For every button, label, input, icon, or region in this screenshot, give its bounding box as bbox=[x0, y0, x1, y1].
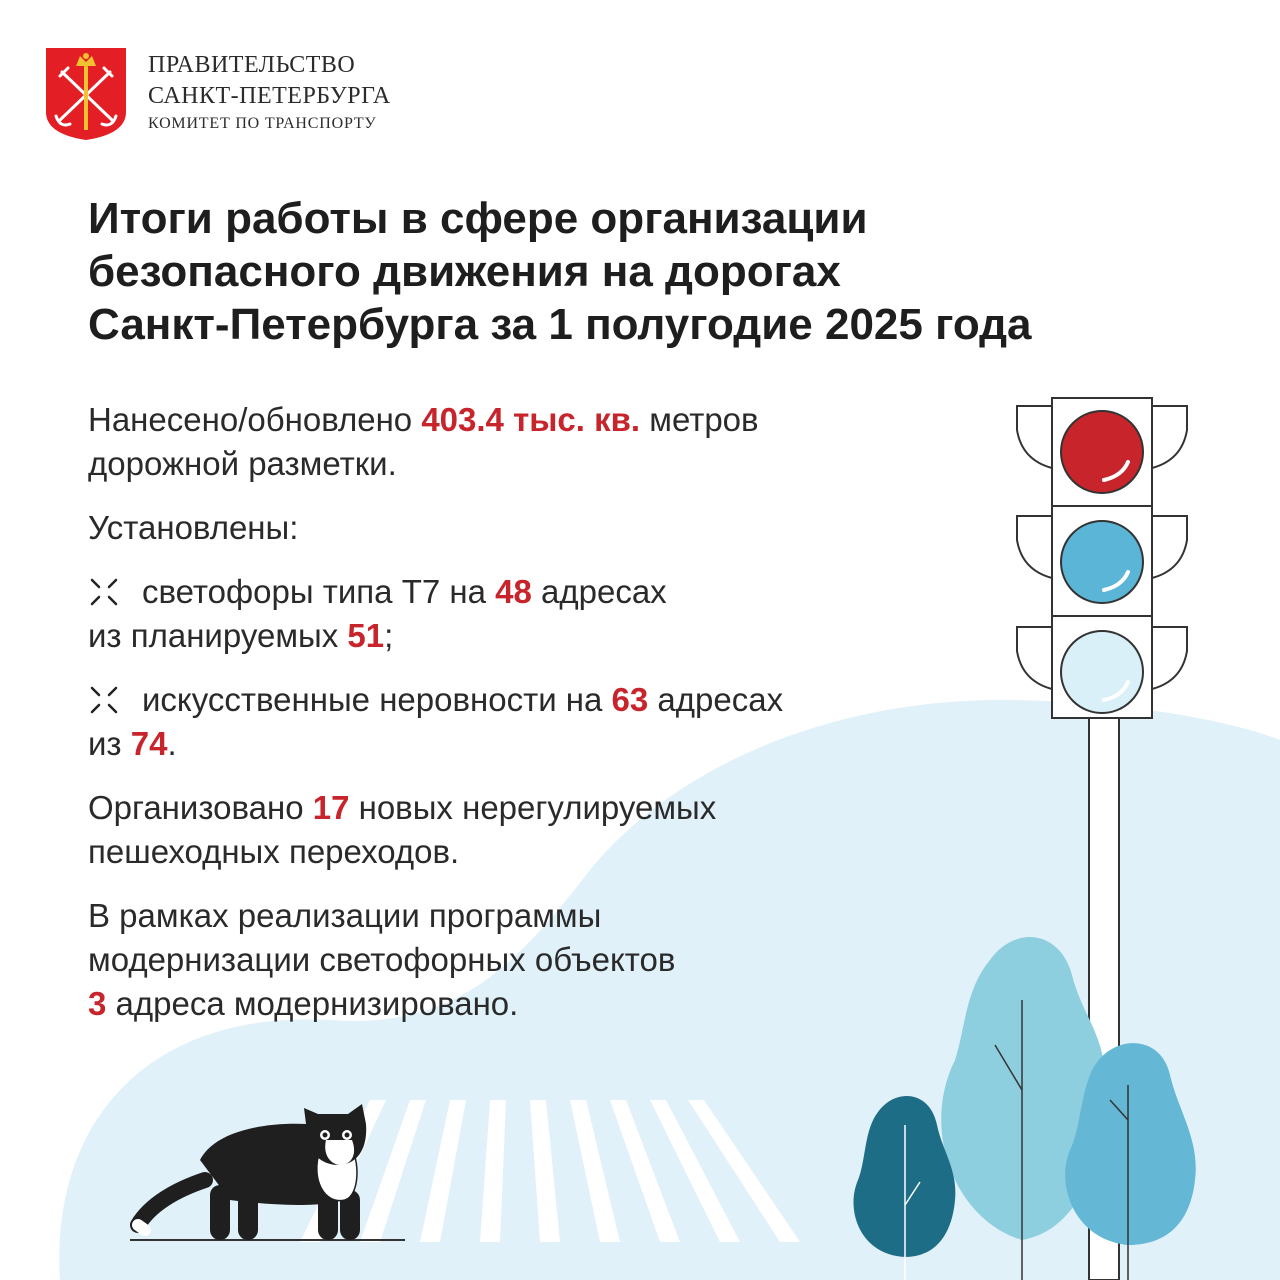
crosshair-bullet-icon bbox=[88, 684, 120, 716]
bullet-traffic-lights bbox=[88, 570, 948, 658]
modernization-value: 3 bbox=[88, 985, 107, 1022]
organization-name bbox=[148, 50, 391, 133]
bullet2-text4: . bbox=[167, 725, 177, 762]
org-line3: КОМИТЕТ ПО ТРАНСПОРТУ bbox=[148, 115, 377, 132]
traffic-light bbox=[1017, 398, 1187, 718]
bullet2-value1: 63 bbox=[611, 681, 649, 718]
bullet1-text3: из планируемых bbox=[88, 617, 348, 654]
bullet1-text1: светофоры типа Т7 на bbox=[142, 573, 496, 610]
coat-of-arms-icon bbox=[44, 46, 128, 142]
red-signal-light bbox=[1061, 411, 1143, 493]
marking-suffix: метров bbox=[640, 401, 759, 438]
crossings-suffix: новых нерегулируемых bbox=[349, 789, 717, 826]
marking-value: 403.4 тыс. кв. bbox=[421, 401, 641, 438]
crossings-value: 17 bbox=[312, 789, 350, 826]
crossings-prefix: Организовано bbox=[88, 789, 313, 826]
crosshair-bullet-icon bbox=[88, 576, 120, 608]
title-line2: безопасного движения на дорогах bbox=[88, 247, 841, 296]
crossings-line2: пешеходных переходов. bbox=[88, 833, 460, 870]
bullet1-value1: 48 bbox=[495, 573, 532, 610]
page-title bbox=[88, 192, 1188, 351]
modernization-suffix: адреса модернизировано. bbox=[106, 985, 519, 1022]
bullet2-value2: 74 bbox=[130, 725, 168, 762]
light-blue-signal-light bbox=[1061, 631, 1143, 713]
content bbox=[88, 398, 948, 1026]
org-line2: САНКТ-ПЕТЕРБУРГА bbox=[148, 83, 391, 109]
bullet1-text2: адресах bbox=[531, 573, 667, 610]
title-line1: Итоги работы в сфере организации bbox=[88, 194, 868, 243]
title-line3: Санкт-Петербурга за 1 полугодие 2025 года bbox=[88, 300, 1032, 349]
marking-paragraph bbox=[88, 398, 948, 486]
org-line1: ПРАВИТЕЛЬСТВО bbox=[148, 52, 356, 78]
bullet-speed-bumps bbox=[88, 678, 948, 766]
blue-signal-light bbox=[1061, 521, 1143, 603]
installed-heading: Установлены: bbox=[88, 509, 299, 546]
modernization-paragraph bbox=[88, 894, 948, 1026]
modernization-line1: В рамках реализации программы bbox=[88, 897, 602, 934]
marking-line2: дорожной разметки. bbox=[88, 445, 397, 482]
bullet2-text1: искусственные неровности на bbox=[142, 681, 612, 718]
crossings-paragraph bbox=[88, 786, 948, 874]
bullet2-text2: адресах bbox=[648, 681, 784, 718]
marking-prefix: Нанесено/обновлено bbox=[88, 401, 422, 438]
bullet2-text3: из bbox=[88, 725, 131, 762]
modernization-line2: модернизации светофорных объектов bbox=[88, 941, 676, 978]
header bbox=[44, 46, 391, 142]
bullet1-value2: 51 bbox=[347, 617, 385, 654]
bullet1-text4: ; bbox=[384, 617, 394, 654]
